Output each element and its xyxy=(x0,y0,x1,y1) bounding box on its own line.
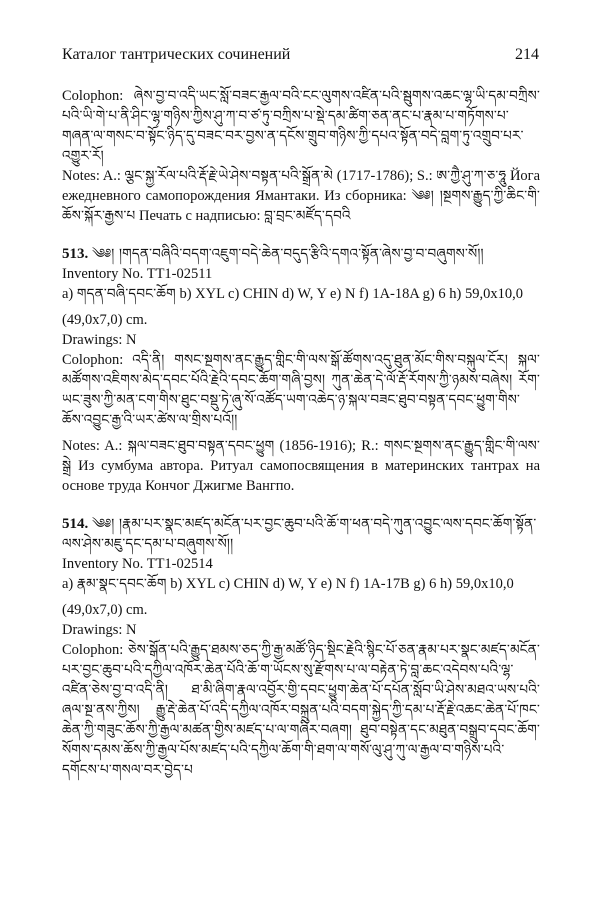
entry-size: (49,0x7,0) cm. xyxy=(62,312,148,328)
notes-label: Notes: A.: xyxy=(62,438,123,454)
colophon-label: Colophon: xyxy=(62,352,124,368)
entry-number: 514. xyxy=(62,516,89,532)
colophon-tibetan-text: འདི་ནི། གསང་སྔགས་ནང་རྒྱུད་གླིང་གི་ལས་སྒོ་ཚོགས་འདུ་ཐུན་མོང་གིས་བསྐུལ་ངོར། སྐལ་མཚོགས་འཇིགས་མེད་དབང་པོའི་རྗེའི་དབང་ཆོག་གཞི་བྱས། ཀུན་ཆེན་དེ་ལོ་རྡོ་རོགས་ཀྱི་ཉམས་བཞེས། རོག་ཡང་ཟུས་ཀྱི་མན་ངག་གིས་ཐུང་བསྡུ་ཏེ་ཞུ་སོ་འཚོད་ཡག་འཆེད་ཉ་སྐལ་བཟང་ཐུབ་བསྟན་དབང་ཕྱུག་གིས་ཆོས་འབྱུང་རྒྱ་འི་ཡར་ཚེས་ལ་གྲིས་པའོ།། xyxy=(62,352,541,428)
entry-size: (49,0x7,0) cm. xyxy=(62,602,148,618)
notes-source-tibetan: ཨ་ཀྱཻ་ཤུ་ཀ་ཅ་ཧཱུ xyxy=(436,168,507,184)
entry-parameters xyxy=(62,574,540,594)
colophon-label: Colophon: xyxy=(62,642,124,658)
notes-paragraph xyxy=(62,436,540,496)
notes-paragraph xyxy=(62,166,540,226)
entry-heading xyxy=(62,244,540,264)
notes-author-dates: (1856-1916); R.: xyxy=(279,438,379,454)
page-content xyxy=(62,86,540,780)
notes-source-tibetan: གསང་སྔགས་ནང་རྒྱུད་གླིང་གི་ལས་སྒྲེ xyxy=(62,438,541,474)
notes-author-tibetan: སྐལ་བཟང་ཐུབ་བསྟན་དབང་ཕྱུག xyxy=(127,438,275,454)
notes-collection-tibetan: ༄༅། །སྔགས་རྒྱུད་ཀྱི་ཆིང་གི་ཆོས་སྐོར་རྒྱས་པ xyxy=(62,188,540,224)
colophon-paragraph xyxy=(62,86,540,166)
entry-drawings: Drawings: N xyxy=(62,332,137,348)
colophon-label: Colophon: xyxy=(62,88,124,104)
entry-drawings: Drawings: N xyxy=(62,622,137,638)
inventory-number: Inventory No. TT1-02514 xyxy=(62,556,213,572)
entry-title-tibetan: ༄༅། །རྣམ་པར་སྣང་མཛད་མངོན་པར་བྱང་ཆུབ་པའི་ཆོ་ག་ཕན་བདེ་ཀུན་འབྱུང་ལས་དབང་ཆོག་སྟོན་ལས་ཤེས་མཇུ་དང་དམ་པ་བཞུགས་སོ།། xyxy=(62,516,537,552)
entry-parameters xyxy=(62,284,540,304)
params-short-title-tibetan: གདན་བཞི་དབང་ཆོག xyxy=(76,286,176,302)
page-number: 214 xyxy=(515,46,539,63)
notes-author-dates: (1717-1786); S.: xyxy=(336,168,433,184)
params-values: b) XYL c) CHIN d) W, Y e) N f) 1A-17B g) 6 h) 59,0x10,0 xyxy=(170,576,514,592)
notes-russian-description: Йога ежедневного самопорождения Ямантаки. Из сборника: xyxy=(62,168,541,204)
params-prefix: a) xyxy=(62,576,74,592)
params-values: b) XYL c) CHIN d) W, Y e) N f) 1A-18A g) 6 h) 59,0x10,0 xyxy=(179,286,523,302)
entry-number: 513. xyxy=(62,246,89,262)
params-short-title-tibetan: རྣམ་སྣང་དབང་ཆོག xyxy=(76,576,167,592)
notes-seal-tibetan: བླ་བྲང་མཛོད་དབའི xyxy=(264,208,351,224)
colophon-paragraph xyxy=(62,640,540,780)
notes-label: Notes: A.: xyxy=(62,168,121,184)
colophon-tibetan-text: ཅེས་སྒོན་པའི་རྒྱུད་ཐམས་ཅད་ཀྱི་རྒྱ་མཚོ་ཉིད་སྡིང་རྗེའི་སྙིང་པོ་ཅན་རྣམ་པར་སྣང་མཛད་མངོན་པར་བྱང་ཆུབ་པའི་དཀྱིལ་འཁོར་ཆེན་པོའི་ཆོ་ག་ཡོངས་སུ་རྫོགས་པ་ལ་བརྟེན་ཏེ་བླ་ཆང་འདེབས་པའི་ལྷ་འཛིན་ཅེས་བྱ་བ་འདི་ནི། ཐ་མི་ཞིག་རྣལ་འབྱོར་གྱི་དབང་ཕྱུག་ཆེན་པོ་དཔོན་སློབ་ཡི་ཤེས་མཐའ་ཡས་པའི་ཞལ་སྔ་ནས་ཀྱིས། རྒྱུ་རྡེ་ཆེན་པོ་འདི་དཀྱིལ་འཁོར་བསྐྲུན་པའི་བདག་སྐྱེད་ཀྱི་དམ་པ་རྡོ་རྗེ་འཆང་ཆེན་པོ་ཁང་ཆེན་ཀྱི་གཟུང་ཆོས་ཀྱི་རྒྱལ་མཚན་གྱིས་མཛད་པ་ལ་གཞིར་བཞག། ཐུབ་བསྟེན་དང་མཐུན་བསྒྲུབ་དབང་ཆོག་སོགས་དམས་ཆོས་ཀྱི་རྒྱལ་པོས་མཛད་པའི་དཀྱིལ་ཆོག་གི་ཐག་ལ་གསོ་ལུ་ཤུ་ཀུ་ལ་རྒྱལ་བ་གཉིས་པའི་དགོངས་པ་གསལ་བར་བྱེད་པ xyxy=(62,642,540,778)
colophon-paragraph xyxy=(62,350,540,430)
notes-russian-description: Из сумбума автора. Ритуал самопосвящения в материнских тантрах на основе труда Кончог Джигме Вангпо. xyxy=(62,458,541,494)
inventory-number: Inventory No. TT1-02511 xyxy=(62,266,213,282)
entry-title-tibetan: ༄༅། །གདན་བཞིའི་བདག་འཇུག་བདེ་ཆེན་བདུད་རྩིའི་དགའ་སྟོན་ཞེས་བྱ་བ་བཞུགས་སོ།། xyxy=(92,246,484,262)
notes-author-tibetan: ལྕང་སྐྱ་རོལ་པའི་རྡོ་རྗེ་ཡེ་ཤེས་བསྟན་པའི་སྒྲོན་མེ xyxy=(124,168,334,184)
params-prefix: a) xyxy=(62,286,74,302)
notes-seal-label: Печать с надписью: xyxy=(138,208,261,224)
catalog-entry-514 xyxy=(62,514,540,780)
catalog-entry-513 xyxy=(62,244,540,496)
running-header-title: Каталог тантрических сочинений xyxy=(62,46,291,63)
previous-entry-continuation xyxy=(62,86,540,226)
colophon-tibetan-text: ཞེས་བྱ་བ་འདི་ཡང་སློ་བཟང་རྒྱལ་བའི་ངང་ལུགས་འཛིན་པའི་སྦུགས་འཆང་ལྷ་ཡི་དམ་བཀྲིས་པའི་ཡི་གེ་པ་ནི་ཤིང་ལྷ་གཉིས་ཀྱིས་ཤུ་ཀ་བ་ཙ་ཏུ་བཀྲིས་པ་སྡེ་དམ་ཚིག་ཅན་ནང་པ་རྣམ་པ་གཏོགས་པ་གཞན་ལ་གསང་བ་སྟོང་ཉིད་དུ་བཟང་བར་བྱས་ན་དངོས་གྲུབ་གཉིས་ཀྱི་དཔའ་སྟོན་བདེ་བླག་ཏུ་འགྲུབ་པར་འགྱུར་རོ། xyxy=(62,88,540,164)
entry-heading xyxy=(62,514,540,554)
